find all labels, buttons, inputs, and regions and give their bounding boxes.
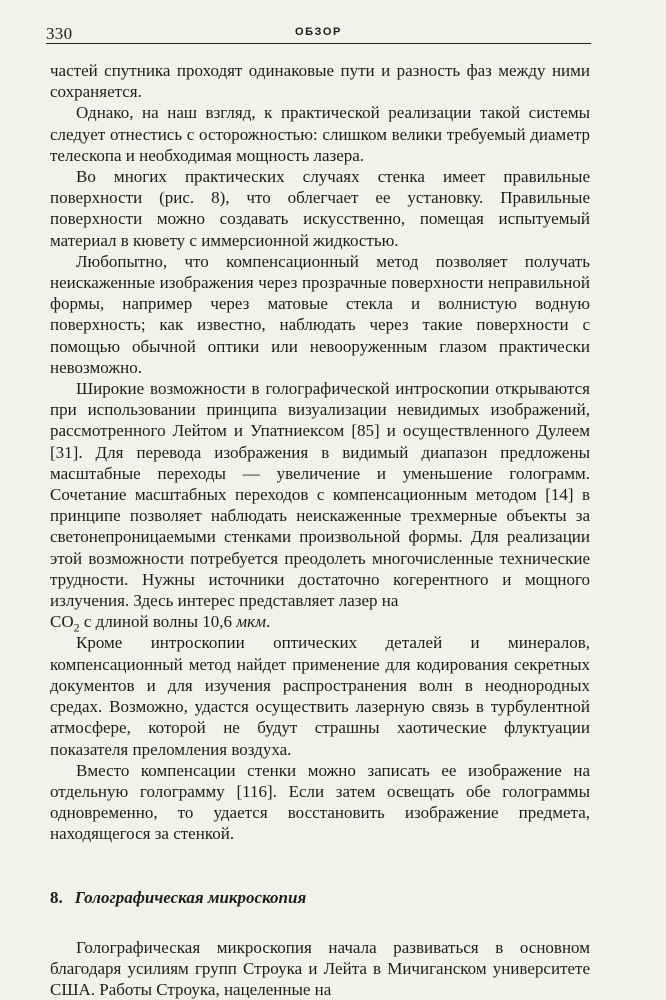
section-heading: [50, 887, 590, 909]
paragraph-8: Голографическая микроскопия начала развиваться в основном благодаря усилиям групп Строука и Лейта в Мичиганском университете США. Работы Строука, нацеленные на: [50, 937, 590, 999]
paragraph-7: Вместо компенсации стенки можно записать ее изображение на отдельную голограмму [116]. Если затем освещать обе голограммы одновременно, то удается восстановить изображение предмета, находящегося за стенкой.: [50, 760, 590, 844]
paragraph-1: частей спутника проходят одинаковые пути и разность фаз между ними сохраняется.: [50, 61, 590, 102]
header-rule: [46, 43, 591, 44]
running-title: ОБЗОР: [295, 26, 342, 38]
co2-formula: CO: [50, 612, 74, 632]
paragraph-6: Кроме интроскопии оптических деталей и минералов, компенсационный метод найдет применение для кодирования секретных документов и для изучения распространения волн в неоднородных средах. Возможно, удастся осуществить лазерную связь в турбулентной атмосфере, которой не будут страшны хаотические флуктуации показателя преломления воздуха.: [50, 633, 590, 759]
co2-subscript: 2: [73, 620, 80, 635]
paragraph-2: Однако, на наш взгляд, к практической реализации такой системы следует отнестись с осторожностью: слишком велики требуемый диаметр телескопа и необходимая мощность лазера.: [50, 103, 590, 165]
paragraph-5: [50, 378, 590, 635]
section-number: 8.: [50, 887, 63, 907]
section-title: Голографическая микроскопия: [74, 887, 307, 907]
section-spacer: [50, 845, 590, 887]
wavelength-text: с длиной волны 10,6: [79, 612, 237, 632]
page-number: 330: [46, 24, 73, 43]
wavelength-end: .: [265, 612, 271, 632]
paragraph-5-text: Широкие возможности в голографической интроскопии открываются при использовании принципа визуализации невидимых изображений, рассмотренного Лейтом и Упатниексом [85] и осуществленного Дулеем [31]. Для перевода изображения в видимый диапазон предложены масштабные переходы — увеличение и уменьшение голограмм. Сочетание масштабных переходов с компенсационным методом [14] в принципе позволяет наблюдать неискаженные трехмерные объекты за светонепроницаемыми стенками произвольной формы. Для реализации этой возможности потребуется преодолеть многочисленные технические трудности. Нужны источники достаточно когерентного и мощного излучения. Здесь интерес представляет лазер на: [50, 379, 590, 611]
paragraph-4: Любопытно, что компенсационный метод позволяет получать неискаженные изображения через прозрачные поверхности неправильной формы, например через матовые стекла и волнистую водную поверхность; как известно, наблюдать через такие поверхности с помощью обычной оптики или невооруженным глазом практически невозможно.: [50, 251, 590, 377]
page-header: [46, 24, 591, 44]
page-body: [50, 60, 590, 1000]
heading-spacer: [50, 909, 590, 937]
wavelength-unit: мкм: [236, 612, 266, 632]
paragraph-3: Во многих практических случаях стенка имеет правильные поверхности (рис. 8), что облегчает ее установку. Правильные поверхности можно создавать искусственно, помещая испытуемый материал в кювету с иммерсионной жидкостью.: [50, 167, 590, 250]
